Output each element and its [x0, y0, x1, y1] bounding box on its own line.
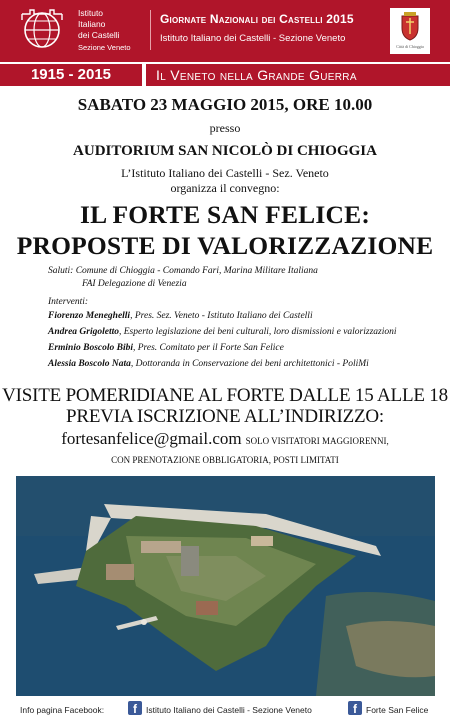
event-series-title: Giornate Nazionali dei Castelli 2015 — [160, 12, 354, 26]
speaker-name: Erminio Boscolo Bibi — [48, 343, 133, 353]
band-title: Il Veneto nella Grande Guerra — [146, 64, 450, 86]
contact-email-link[interactable]: fortesanfelice@gmail.com — [61, 429, 242, 448]
speaker-role: , Esperto legislazione dei beni culturali, loro dismissioni e valorizzazioni — [119, 327, 397, 337]
conference-title-line2: PROPOSTE DI VALORIZZAZIONE — [16, 231, 434, 260]
org-name-line1: Istituto — [78, 8, 104, 18]
visits-note1: SOLO VISITATORI MAGGIORENNI, — [245, 436, 389, 446]
conference-title-line1: IL FORTE SAN FELICE: — [79, 200, 371, 229]
org-section: Sezione Veneto — [78, 43, 131, 52]
speaker-role: , Pres. Comitato per il Forte San Felice — [133, 343, 284, 353]
greetings-line2: FAI Delegazione di Venezia — [82, 279, 187, 289]
host-line2: organizza il convegno: — [170, 181, 280, 195]
event-venue: AUDITORIUM SAN NICOLÒ DI CHIOGGIA — [73, 143, 377, 159]
fort-aerial-photo — [16, 476, 435, 696]
visits-note2: CON PRENOTAZIONE OBBLIGATORIA, POSTI LIMITATI — [111, 455, 339, 465]
speaker-item — [48, 343, 284, 353]
facebook-icon: f — [128, 701, 142, 715]
org-name-line3: dei Castelli — [78, 30, 120, 40]
event-date: SABATO 23 MAGGIO 2015, ORE 10.00 — [77, 95, 373, 114]
speaker-item — [48, 359, 369, 369]
visits-line2: PREVIA ISCRIZIONE ALL’INDIRIZZO: — [66, 406, 384, 427]
visits-line1: VISITE POMERIDIANE AL FORTE DALLE 15 ALLE 18 — [2, 385, 448, 406]
event-series-subtitle: Istituto Italiano dei Castelli - Sezione Veneto — [160, 33, 346, 44]
years-label: 1915 - 2015 — [0, 64, 142, 86]
crest-caption: Città di Chioggia — [396, 44, 424, 49]
speaker-name: Fiorenzo Meneghelli — [48, 311, 131, 321]
facebook-link-istituto[interactable]: Istituto Italiano dei Castelli - Sezione Veneto — [146, 705, 312, 715]
footer-label: Info pagina Facebook: — [20, 705, 105, 715]
facebook-link-forte[interactable]: Forte San Felice — [366, 705, 429, 715]
speaker-name: Andrea Grigoletto — [48, 327, 119, 337]
speaker-name: Alessia Boscolo Nata — [48, 359, 131, 369]
speakers-label: Interventi: — [48, 297, 89, 307]
speaker-role: , Pres. Sez. Veneto - Istituto Italiano dei Castelli — [130, 311, 313, 321]
speaker-role: , Dottoranda in Conservazione dei beni architettonici - PoliMi — [130, 359, 369, 369]
presso-label: presso — [209, 121, 241, 135]
org-name-line2: Italiano — [78, 19, 106, 29]
email-line — [0, 429, 450, 449]
header-bar — [0, 0, 450, 62]
speaker-item — [48, 311, 313, 321]
speaker-item — [48, 327, 397, 337]
globe-logo-icon — [18, 6, 66, 54]
host-line1: L’Istituto Italiano dei Castelli - Sez. Veneto — [121, 166, 329, 180]
city-crest-icon — [398, 12, 422, 42]
header-divider — [150, 10, 151, 50]
facebook-icon: f — [348, 701, 362, 715]
greetings-line1: Saluti: Comune di Chioggia - Comando Fari, Marina Militare Italiana — [48, 266, 318, 276]
